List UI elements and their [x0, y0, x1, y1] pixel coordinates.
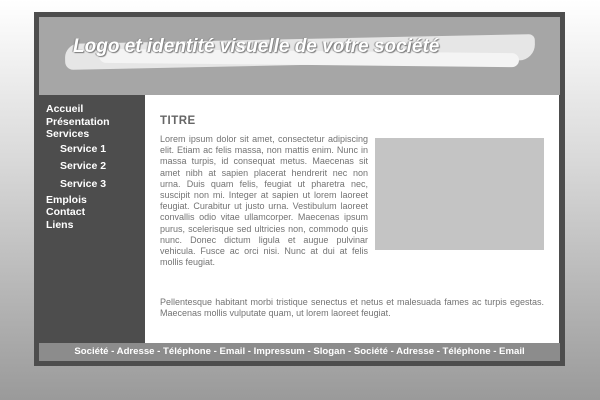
- body-paragraph-1: [160, 134, 544, 268]
- nav-item-service-2[interactable]: Service 2: [60, 160, 107, 173]
- footer-bar: Société - Adresse - Téléphone - Email - Impressum - Slogan - Société - Adresse - Téléphone - Email: [39, 343, 560, 361]
- page-title: TITRE: [160, 115, 196, 127]
- main-navigation: [46, 103, 110, 231]
- body-paragraph-2: Pellentesque habitant morbi tristique senectus et netus et malesuada fames ac turpis egestas. Maecenas mollis vulputate quam, ut lorem laoreet feugiat.: [160, 297, 544, 319]
- body-paragraph-1-text: Lorem ipsum dolor sit amet, consectetur adipiscing elit. Etiam ac felis massa, non mattis enim. Nunc in massa turpis, id consequat metus. Maecenas sit amet nibh at sapien placerat hendrerit nec non urna. Duis quam felis, feugiat ut pharetra nec, suscipit non mi. Integer at sapien ut lorem laoreet feugiat. Curabitur ut justo urna. Vestibulum laoreet convallis odio vitae ullamcorper. Maecenas ipsum purus, scelerisque sed ultricies non, commodo quis nunc. Donec dictum ligula et augue pulvinar vehicula. Fusce ac orci nisi. Nunc at dui at felis mollis feugiat.: [160, 134, 368, 268]
- main-content: [145, 95, 559, 343]
- nav-item-presentation[interactable]: Présentation: [46, 115, 110, 128]
- site-logo[interactable]: Logo et identité visuelle de votre société: [73, 36, 440, 57]
- nav-item-service-3[interactable]: Service 3: [60, 177, 107, 190]
- header-banner: [39, 17, 560, 95]
- nav-item-emplois[interactable]: Emplois: [46, 193, 87, 206]
- page-frame: [34, 12, 565, 366]
- nav-item-service-1[interactable]: Service 1: [60, 142, 107, 155]
- nav-item-services[interactable]: Services: [46, 128, 90, 141]
- image-text-wrap-spacer: [368, 137, 544, 249]
- nav-item-accueil[interactable]: Accueil: [46, 103, 84, 115]
- sidebar: [39, 95, 145, 343]
- nav-item-contact[interactable]: Contact: [46, 206, 86, 219]
- nav-item-liens[interactable]: Liens: [46, 218, 74, 231]
